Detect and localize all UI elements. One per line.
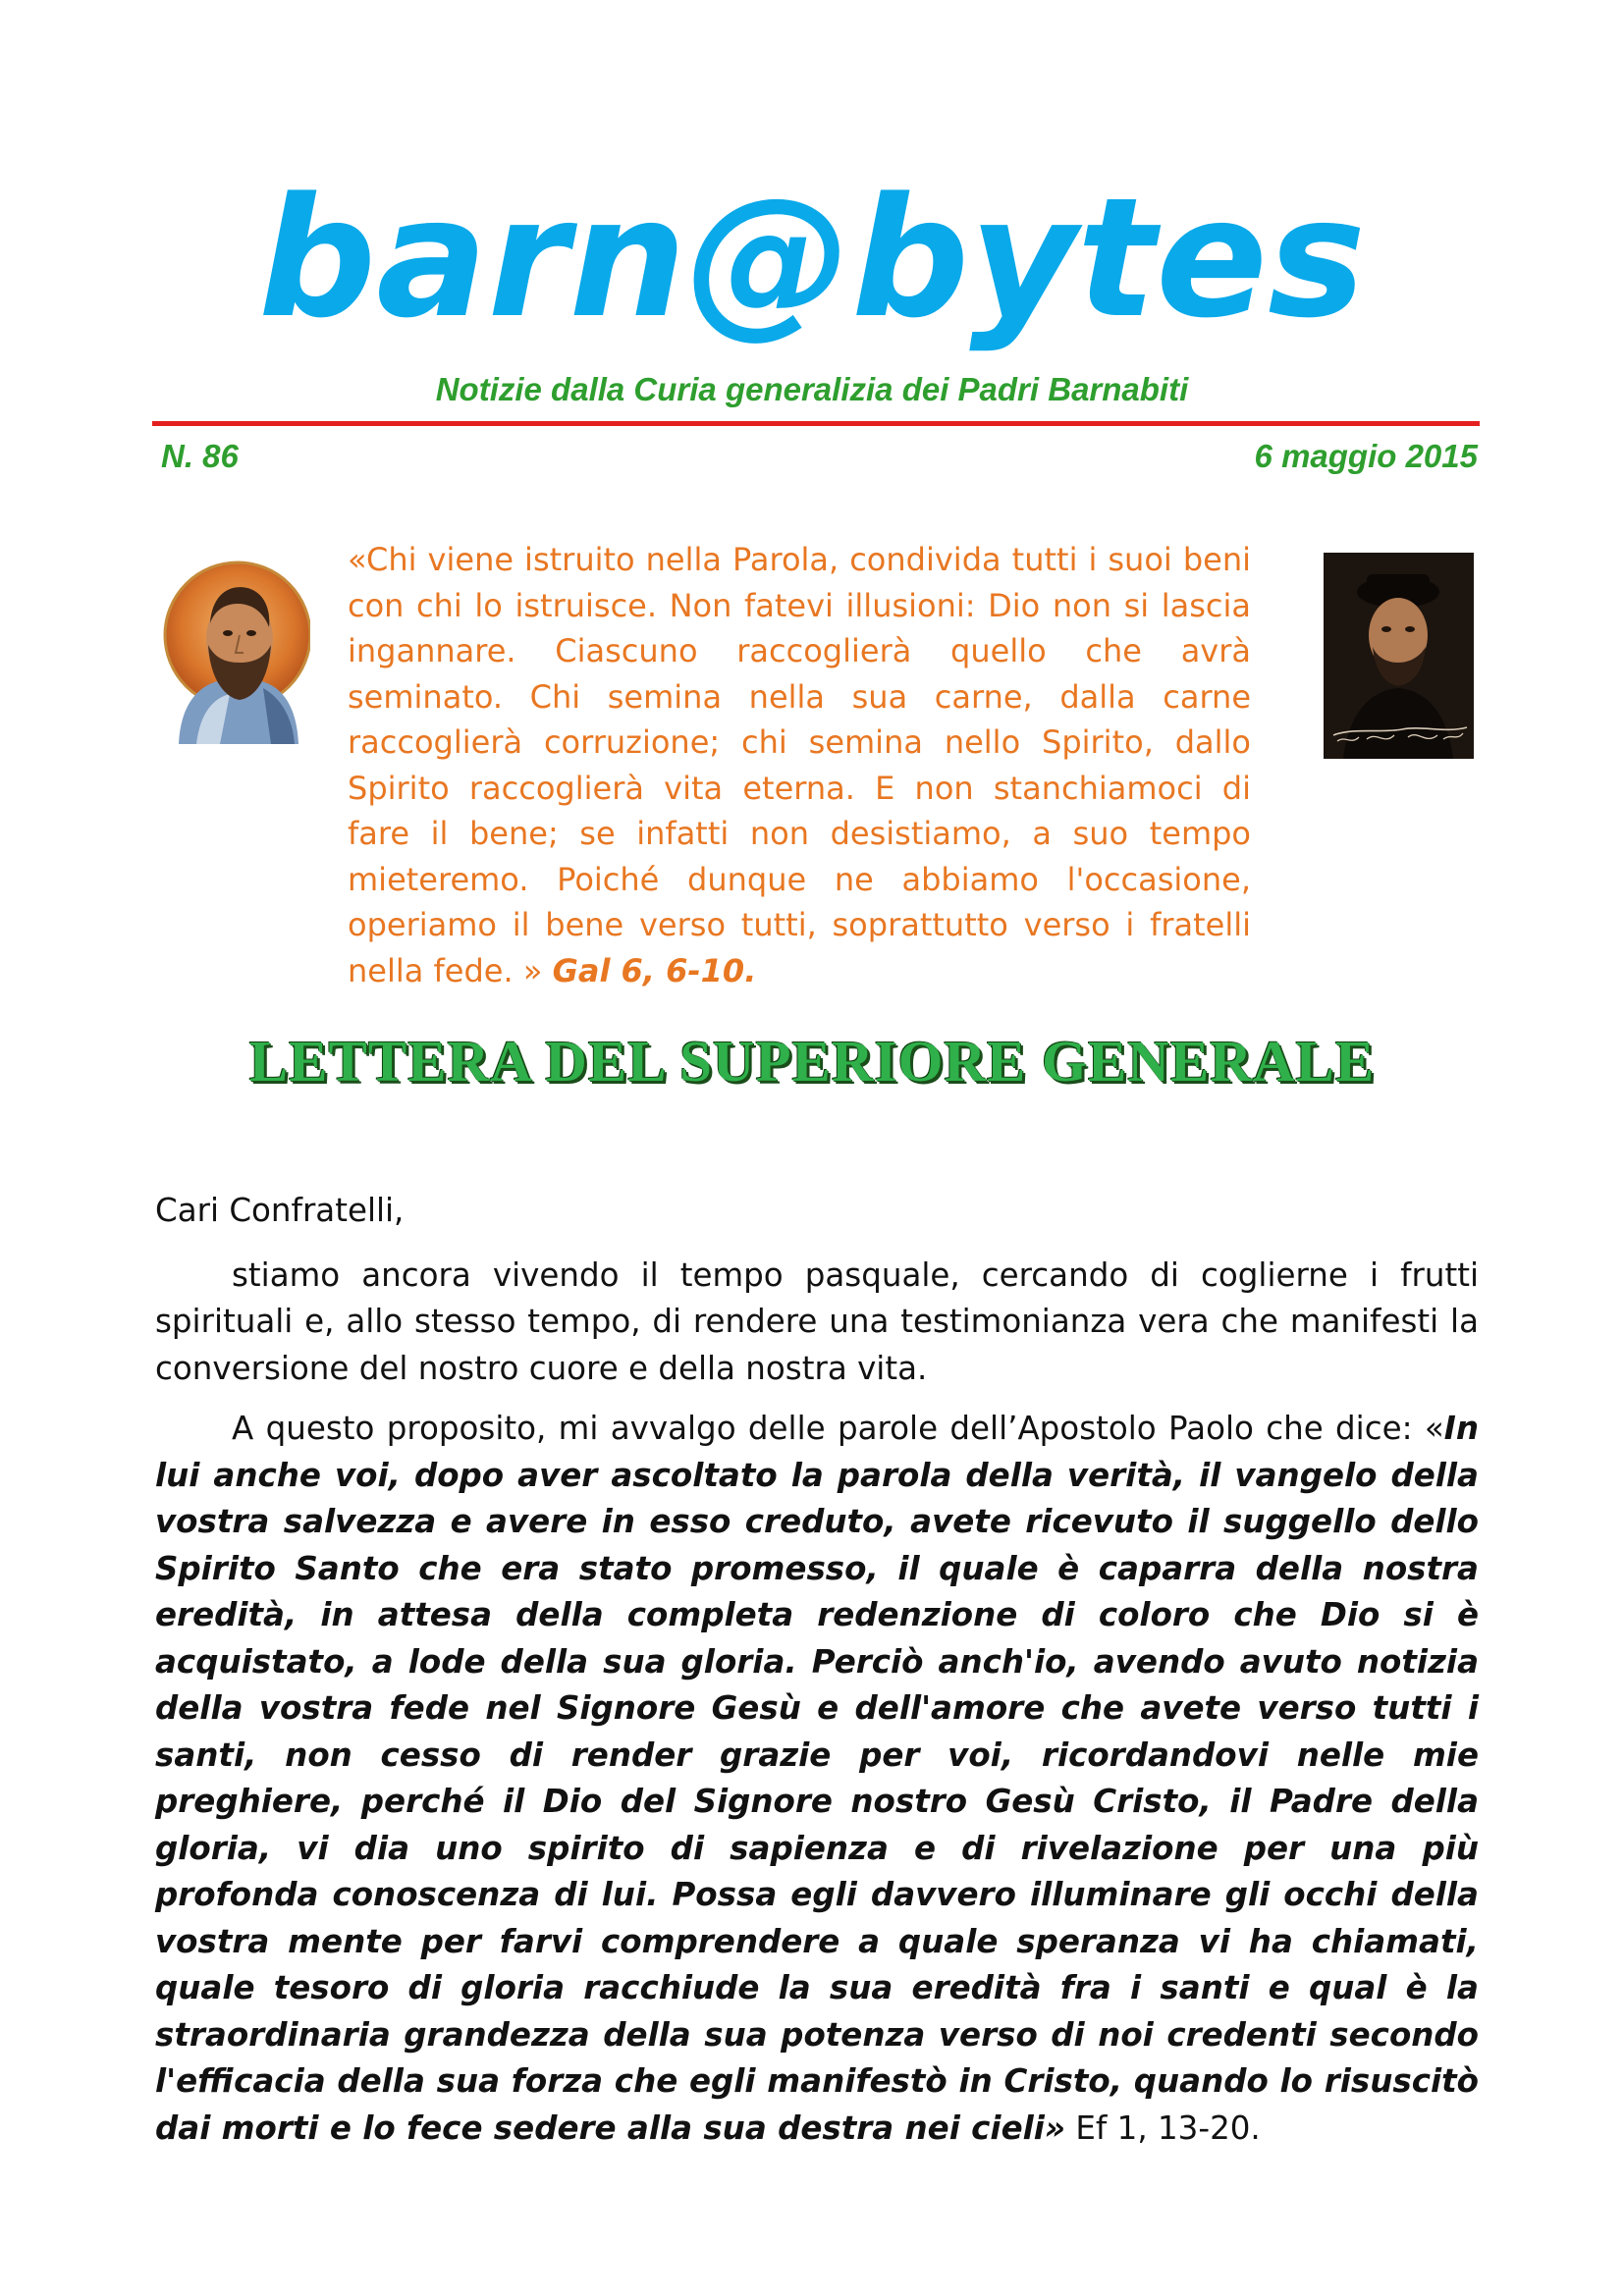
letter-body bbox=[155, 1188, 1479, 2165]
scripture-reference: Ef 1, 13-20. bbox=[1065, 2109, 1261, 2147]
section-heading: LETTERA DEL SUPERIORE GENERALE bbox=[248, 1029, 1376, 1094]
saint-anthony-zaccaria-portrait bbox=[1324, 553, 1474, 759]
header-rule bbox=[152, 421, 1480, 426]
masthead-subtitle: Notizie dalla Curia generalizia dei Padri Barnabiti bbox=[435, 371, 1189, 407]
letter-paragraph-2 bbox=[155, 1406, 1479, 2152]
quote-reference: Gal 6, 6-10. bbox=[552, 951, 757, 989]
issue-number: N. 86 bbox=[161, 438, 239, 474]
scripture-quote: In lui anche voi, dopo aver ascoltato la parola della verità, il vangelo della vostra salvezza e avere in esso creduto, avete ricevuto il suggello dello Spirito Santo che era stato promesso, il quale è caparra della nostra eredità, in attesa della completa redenzione di coloro che Dio si è acquistato, a lode della sua gloria. Perciò anch'io, avendo avuto notizia della vostra fede nel Signore Gesù e dell'amore che avete verso tutti i santi, non cesso di render grazie per voi, ricordandovi nelle mie preghiere, perché il Dio del Signore nostro Gesù Cristo, il Padre della gloria, vi dia uno spirito di sapienza e di rivelazione per una più profonda conoscenza di lui. Possa egli davvero illuminare gli occhi della vostra mente per farvi comprendere a quale speranza vi ha chiamati, quale tesoro di gloria racchiude la sua eredità fra i santi e qual è la straordinaria grandezza della sua potenza verso di noi credenti secondo l'efficacia della sua forza che egli manifestò in Cristo, quando lo risuscitò dai morti e lo fece sedere alla sua destra nei cieli» bbox=[155, 1410, 1479, 2147]
masthead-title: barn@bytes bbox=[257, 162, 1367, 354]
issue-date: 6 maggio 2015 bbox=[1254, 438, 1478, 474]
saint-paul-icon bbox=[161, 555, 310, 744]
quote-text: «Chi viene istruito nella Parola, condivida tutti i suoi beni con chi lo istruisce. Non fatevi illusioni: Dio non si lascia ingannare. Ciascuno raccoglierà quello che avrà seminato. Chi semina nella sua carne, dalla carne raccoglierà corruzione; chi semina nello Spirito, dallo Spirito raccoglierà vita eterna. E non stanchiamoci di fare il bene; se infatti non desistiamo, a suo tempo mieteremo. Poiché dunque ne abbiamo l'occasione, operiamo il bene verso tutti, soprattutto verso i fratelli nella fede. » bbox=[348, 541, 1251, 989]
letter-paragraph-1: stiamo ancora vivendo il tempo pasquale, cercando di coglierne i frutti spirituali e, allo stesso tempo, di rendere una testimonianza vera che manifesti la conversione del nostro cuore e della nostra vita. bbox=[155, 1255, 1479, 1387]
paragraph-2-intro: A questo proposito, mi avvalgo delle parole dell’Apostolo Paolo che dice: « bbox=[232, 1410, 1444, 1447]
letter-salutation: Cari Confratelli, bbox=[155, 1192, 405, 1229]
opening-quote bbox=[348, 537, 1251, 993]
